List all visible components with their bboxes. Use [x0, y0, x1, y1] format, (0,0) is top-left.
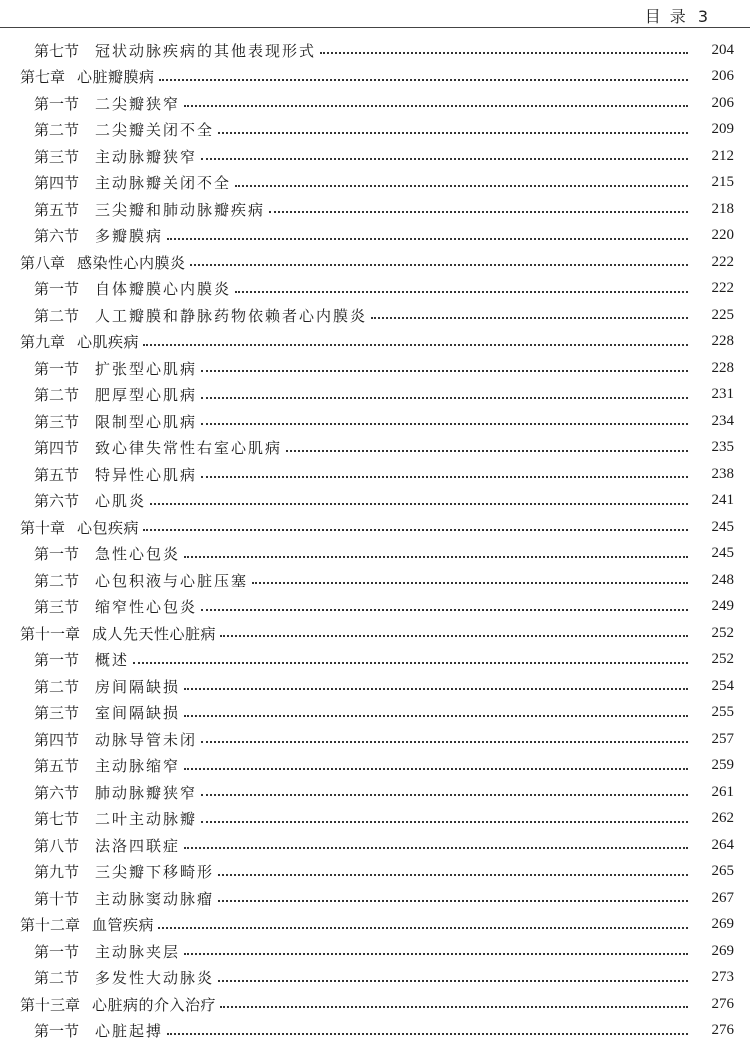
- dot-leader: [159, 79, 688, 81]
- toc-entry-title: 心肌疾病: [77, 333, 140, 352]
- toc-section-entry: [0, 355, 750, 382]
- toc-section-entry: [0, 594, 750, 621]
- toc-entry-number: 第二节: [34, 677, 80, 696]
- toc-entry-number: 第二节: [34, 969, 80, 988]
- toc-entry-label: [0, 146, 197, 167]
- toc-entry-label: [0, 623, 216, 644]
- toc-entry-page: 241: [711, 492, 734, 509]
- toc-entry-label: [0, 437, 282, 458]
- toc-entry-page: 235: [711, 439, 734, 456]
- toc-entry-title: 人工瓣膜和静脉药物依赖者心内膜炎: [95, 306, 368, 325]
- toc-entry-label: [0, 861, 214, 882]
- dot-leader: [143, 529, 688, 531]
- toc-entry-label: [0, 172, 231, 193]
- toc-entry-page: 273: [711, 969, 734, 986]
- toc-chapter-entry: [0, 64, 750, 91]
- toc-section-entry: [0, 143, 750, 170]
- toc-entry-number: 第一节: [34, 359, 80, 378]
- toc-entry-number: 第二节: [34, 571, 80, 590]
- toc-entry-page: 252: [711, 624, 734, 641]
- dot-leader: [184, 953, 688, 955]
- toc-entry-number: 第八节: [34, 836, 80, 855]
- toc-entry-title: 自体瓣膜心内膜炎: [95, 280, 232, 299]
- dot-leader: [220, 635, 688, 637]
- toc-entry-number: 第八章: [20, 253, 66, 272]
- toc-entry-number: 第九节: [34, 863, 80, 882]
- toc-entry-title: 主动脉缩窄: [95, 757, 181, 776]
- toc-entry-label: [0, 199, 265, 220]
- toc-section-entry: [0, 170, 750, 197]
- toc-entry-label: [0, 411, 197, 432]
- toc-entry-page: 269: [711, 916, 734, 933]
- toc-entry-page: 267: [711, 889, 734, 906]
- toc-entry-page: 261: [711, 783, 734, 800]
- toc-entry-number: 第三节: [34, 704, 80, 723]
- dot-leader: [220, 1006, 688, 1008]
- toc-entry-title: 扩张型心肌病: [95, 359, 198, 378]
- toc-entry-title: 心脏起搏: [95, 1022, 164, 1041]
- dot-leader: [235, 185, 688, 187]
- toc-entry-label: [0, 517, 139, 538]
- toc-entry-label: [0, 331, 139, 352]
- toc-entry-page: 254: [711, 677, 734, 694]
- toc-section-entry: [0, 859, 750, 886]
- toc-entry-page: 222: [711, 280, 734, 297]
- dot-leader: [201, 794, 688, 796]
- toc-chapter-entry: [0, 329, 750, 356]
- toc-entry-label: [0, 570, 248, 591]
- toc-entry-page: 276: [711, 995, 734, 1012]
- toc-entry-page: 255: [711, 704, 734, 721]
- toc-entry-number: 第四节: [34, 730, 80, 749]
- toc-entry-page: 218: [711, 200, 734, 217]
- toc-entry-page: 234: [711, 412, 734, 429]
- toc-entry-label: [0, 305, 367, 326]
- dot-leader: [218, 874, 688, 876]
- toc-entry-page: 204: [711, 41, 734, 58]
- toc-section-entry: [0, 117, 750, 144]
- running-head-title: 目 录: [644, 7, 688, 26]
- dot-leader: [184, 556, 688, 558]
- toc-entry-title: 心包疾病: [77, 518, 140, 537]
- toc-entry-page: 245: [711, 545, 734, 562]
- toc-section-entry: [0, 753, 750, 780]
- toc-section-entry: [0, 567, 750, 594]
- toc-entry-title: 限制型心肌病: [95, 412, 198, 431]
- toc-entry-number: 第一节: [34, 545, 80, 564]
- toc-entry-number: 第四节: [34, 439, 80, 458]
- toc-entry-number: 第一节: [34, 1022, 80, 1041]
- toc-entry-title: 三尖瓣下移畸形: [95, 863, 215, 882]
- toc-entry-page: 238: [711, 465, 734, 482]
- dot-leader: [218, 900, 688, 902]
- dot-leader: [218, 132, 688, 134]
- toc-entry-page: 212: [711, 147, 734, 164]
- toc-section-entry: [0, 90, 750, 117]
- toc-entry-title: 血管疾病: [92, 916, 155, 935]
- dot-leader: [184, 715, 688, 717]
- dot-leader: [201, 609, 688, 611]
- toc-entry-page: 269: [711, 942, 734, 959]
- dot-leader: [150, 503, 688, 505]
- toc-entry-title: 主动脉瓣关闭不全: [95, 174, 232, 193]
- dot-leader: [201, 741, 688, 743]
- toc-section-entry: [0, 700, 750, 727]
- toc-section-entry: [0, 408, 750, 435]
- toc-section-entry: [0, 1018, 750, 1045]
- dot-leader: [184, 105, 688, 107]
- toc-entry-page: 248: [711, 571, 734, 588]
- toc-entry-page: 252: [711, 651, 734, 668]
- toc-section-entry: [0, 806, 750, 833]
- toc-entry-label: [0, 1020, 163, 1041]
- toc-entry-label: [0, 543, 180, 564]
- toc-entry-number: 第三节: [34, 598, 80, 617]
- dot-leader: [201, 397, 688, 399]
- toc-entry-number: 第一节: [34, 651, 80, 670]
- toc-entry-title: 多发性大动脉炎: [95, 969, 215, 988]
- page-header: [0, 0, 750, 30]
- toc-entry-label: [0, 490, 146, 511]
- toc-entry-label: [0, 782, 197, 803]
- page-number: 3: [697, 7, 708, 26]
- dot-leader: [167, 238, 688, 240]
- toc-entry-title: 二尖瓣狭窄: [95, 94, 181, 113]
- toc-entry-title: 感染性心内膜炎: [77, 253, 186, 272]
- dot-leader: [167, 1033, 688, 1035]
- toc-entry-title: 二尖瓣关闭不全: [95, 121, 215, 140]
- toc-entry-title: 三尖瓣和肺动脉瓣疾病: [95, 200, 266, 219]
- toc-entry-number: 第六节: [34, 492, 80, 511]
- dot-leader: [133, 662, 688, 664]
- dot-leader: [218, 980, 688, 982]
- dot-leader: [190, 264, 688, 266]
- toc-entry-title: 肥厚型心肌病: [95, 386, 198, 405]
- toc-entry-title: 心肌炎: [95, 492, 147, 511]
- dot-leader: [184, 847, 688, 849]
- table-of-contents: [0, 37, 750, 1044]
- toc-entry-page: 206: [711, 68, 734, 85]
- toc-entry-number: 第十一章: [20, 624, 81, 643]
- dot-leader: [201, 158, 688, 160]
- toc-entry-title: 急性心包炎: [95, 545, 181, 564]
- toc-section-entry: [0, 647, 750, 674]
- toc-section-entry: [0, 885, 750, 912]
- toc-entry-title: 成人先天性心脏病: [92, 624, 217, 643]
- toc-entry-page: 215: [711, 174, 734, 191]
- dot-leader: [269, 211, 688, 213]
- dot-leader: [252, 582, 688, 584]
- toc-entry-label: [0, 40, 316, 61]
- dot-leader: [286, 450, 688, 452]
- toc-chapter-entry: [0, 991, 750, 1018]
- toc-entry-label: [0, 729, 197, 750]
- toc-entry-number: 第七节: [34, 41, 80, 60]
- toc-entry-title: 动脉导管未闭: [95, 730, 198, 749]
- toc-entry-page: 228: [711, 333, 734, 350]
- toc-section-entry: [0, 196, 750, 223]
- toc-entry-label: [0, 252, 186, 273]
- toc-entry-label: [0, 994, 216, 1015]
- dot-leader: [201, 423, 688, 425]
- toc-entry-number: 第十三章: [20, 995, 81, 1014]
- toc-section-entry: [0, 726, 750, 753]
- toc-entry-number: 第一节: [34, 942, 80, 961]
- toc-entry-page: 222: [711, 253, 734, 270]
- toc-entry-label: [0, 967, 214, 988]
- toc-entry-title: 法洛四联症: [95, 836, 181, 855]
- dot-leader: [184, 768, 688, 770]
- toc-entry-title: 冠状动脉疾病的其他表现形式: [95, 41, 317, 60]
- toc-section-entry: [0, 488, 750, 515]
- dot-leader: [201, 370, 688, 372]
- toc-section-entry: [0, 382, 750, 409]
- toc-entry-number: 第一节: [34, 280, 80, 299]
- toc-entry-number: 第六节: [34, 783, 80, 802]
- toc-entry-label: [0, 649, 129, 670]
- dot-leader: [184, 688, 688, 690]
- dot-leader: [158, 927, 688, 929]
- toc-entry-number: 第一节: [34, 94, 80, 113]
- toc-entry-number: 第九章: [20, 333, 66, 352]
- dot-leader: [235, 291, 688, 293]
- toc-entry-page: 259: [711, 757, 734, 774]
- toc-entry-title: 心包积液与心脏压塞: [95, 571, 249, 590]
- toc-entry-label: [0, 941, 180, 962]
- toc-entry-page: 249: [711, 598, 734, 615]
- toc-entry-title: 房间隔缺损: [95, 677, 181, 696]
- toc-entry-title: 肺动脉瓣狭窄: [95, 783, 198, 802]
- toc-entry-number: 第五节: [34, 465, 80, 484]
- dot-leader: [201, 821, 688, 823]
- toc-entry-page: 206: [711, 94, 734, 111]
- toc-entry-number: 第五节: [34, 757, 80, 776]
- toc-entry-label: [0, 358, 197, 379]
- toc-entry-number: 第三节: [34, 412, 80, 431]
- toc-entry-number: 第十二章: [20, 916, 81, 935]
- toc-chapter-entry: [0, 249, 750, 276]
- toc-entry-title: 心脏病的介入治疗: [92, 995, 217, 1014]
- toc-entry-page: 265: [711, 863, 734, 880]
- toc-entry-label: [0, 278, 231, 299]
- toc-section-entry: [0, 938, 750, 965]
- dot-leader: [371, 317, 688, 319]
- dot-leader: [143, 344, 688, 346]
- toc-entry-page: 220: [711, 227, 734, 244]
- toc-entry-label: [0, 384, 197, 405]
- toc-section-entry: [0, 541, 750, 568]
- toc-entry-label: [0, 596, 197, 617]
- toc-entry-number: 第二节: [34, 306, 80, 325]
- toc-entry-page: 276: [711, 1022, 734, 1039]
- toc-section-entry: [0, 461, 750, 488]
- toc-entry-page: 209: [711, 121, 734, 138]
- header-rule: [0, 27, 750, 28]
- toc-entry-label: [0, 464, 197, 485]
- toc-entry-title: 概述: [95, 651, 130, 670]
- toc-entry-label: [0, 93, 180, 114]
- toc-entry-title: 多瓣膜病: [95, 227, 164, 246]
- toc-chapter-entry: [0, 912, 750, 939]
- toc-entry-page: 231: [711, 386, 734, 403]
- toc-entry-title: 主动脉夹层: [95, 942, 181, 961]
- toc-section-entry: [0, 435, 750, 462]
- toc-entry-label: [0, 835, 180, 856]
- toc-entry-title: 二叶主动脉瓣: [95, 810, 198, 829]
- toc-entry-page: 225: [711, 306, 734, 323]
- toc-section-entry: [0, 37, 750, 64]
- toc-section-entry: [0, 302, 750, 329]
- toc-entry-number: 第十节: [34, 889, 80, 908]
- toc-chapter-entry: [0, 620, 750, 647]
- toc-entry-page: 257: [711, 730, 734, 747]
- toc-entry-number: 第六节: [34, 227, 80, 246]
- toc-entry-title: 特异性心肌病: [95, 465, 198, 484]
- toc-entry-number: 第七节: [34, 810, 80, 829]
- toc-entry-label: [0, 702, 180, 723]
- toc-entry-number: 第三节: [34, 147, 80, 166]
- toc-entry-label: [0, 119, 214, 140]
- toc-entry-title: 心脏瓣膜病: [77, 68, 155, 87]
- toc-section-entry: [0, 673, 750, 700]
- toc-entry-label: [0, 914, 154, 935]
- toc-entry-number: 第二节: [34, 386, 80, 405]
- toc-entry-number: 第五节: [34, 200, 80, 219]
- toc-entry-label: [0, 676, 180, 697]
- toc-section-entry: [0, 276, 750, 303]
- toc-entry-page: 228: [711, 359, 734, 376]
- toc-entry-title: 致心律失常性右室心肌病: [95, 439, 283, 458]
- toc-entry-title: 主动脉窦动脉瘤: [95, 889, 215, 908]
- dot-leader: [320, 52, 688, 54]
- dot-leader: [201, 476, 688, 478]
- toc-section-entry: [0, 832, 750, 859]
- running-head: [645, 4, 708, 27]
- toc-entry-page: 245: [711, 518, 734, 535]
- toc-entry-page: 264: [711, 836, 734, 853]
- toc-entry-label: [0, 66, 155, 87]
- toc-entry-number: 第十章: [20, 518, 66, 537]
- toc-section-entry: [0, 779, 750, 806]
- toc-entry-label: [0, 755, 180, 776]
- toc-chapter-entry: [0, 514, 750, 541]
- toc-section-entry: [0, 965, 750, 992]
- toc-entry-label: [0, 808, 197, 829]
- toc-entry-label: [0, 888, 214, 909]
- toc-entry-number: 第二节: [34, 121, 80, 140]
- toc-entry-page: 262: [711, 810, 734, 827]
- toc-entry-number: 第七章: [20, 68, 66, 87]
- toc-section-entry: [0, 223, 750, 250]
- toc-entry-label: [0, 225, 163, 246]
- toc-entry-number: 第四节: [34, 174, 80, 193]
- toc-entry-title: 主动脉瓣狭窄: [95, 147, 198, 166]
- toc-entry-title: 室间隔缺损: [95, 704, 181, 723]
- toc-entry-title: 缩窄性心包炎: [95, 598, 198, 617]
